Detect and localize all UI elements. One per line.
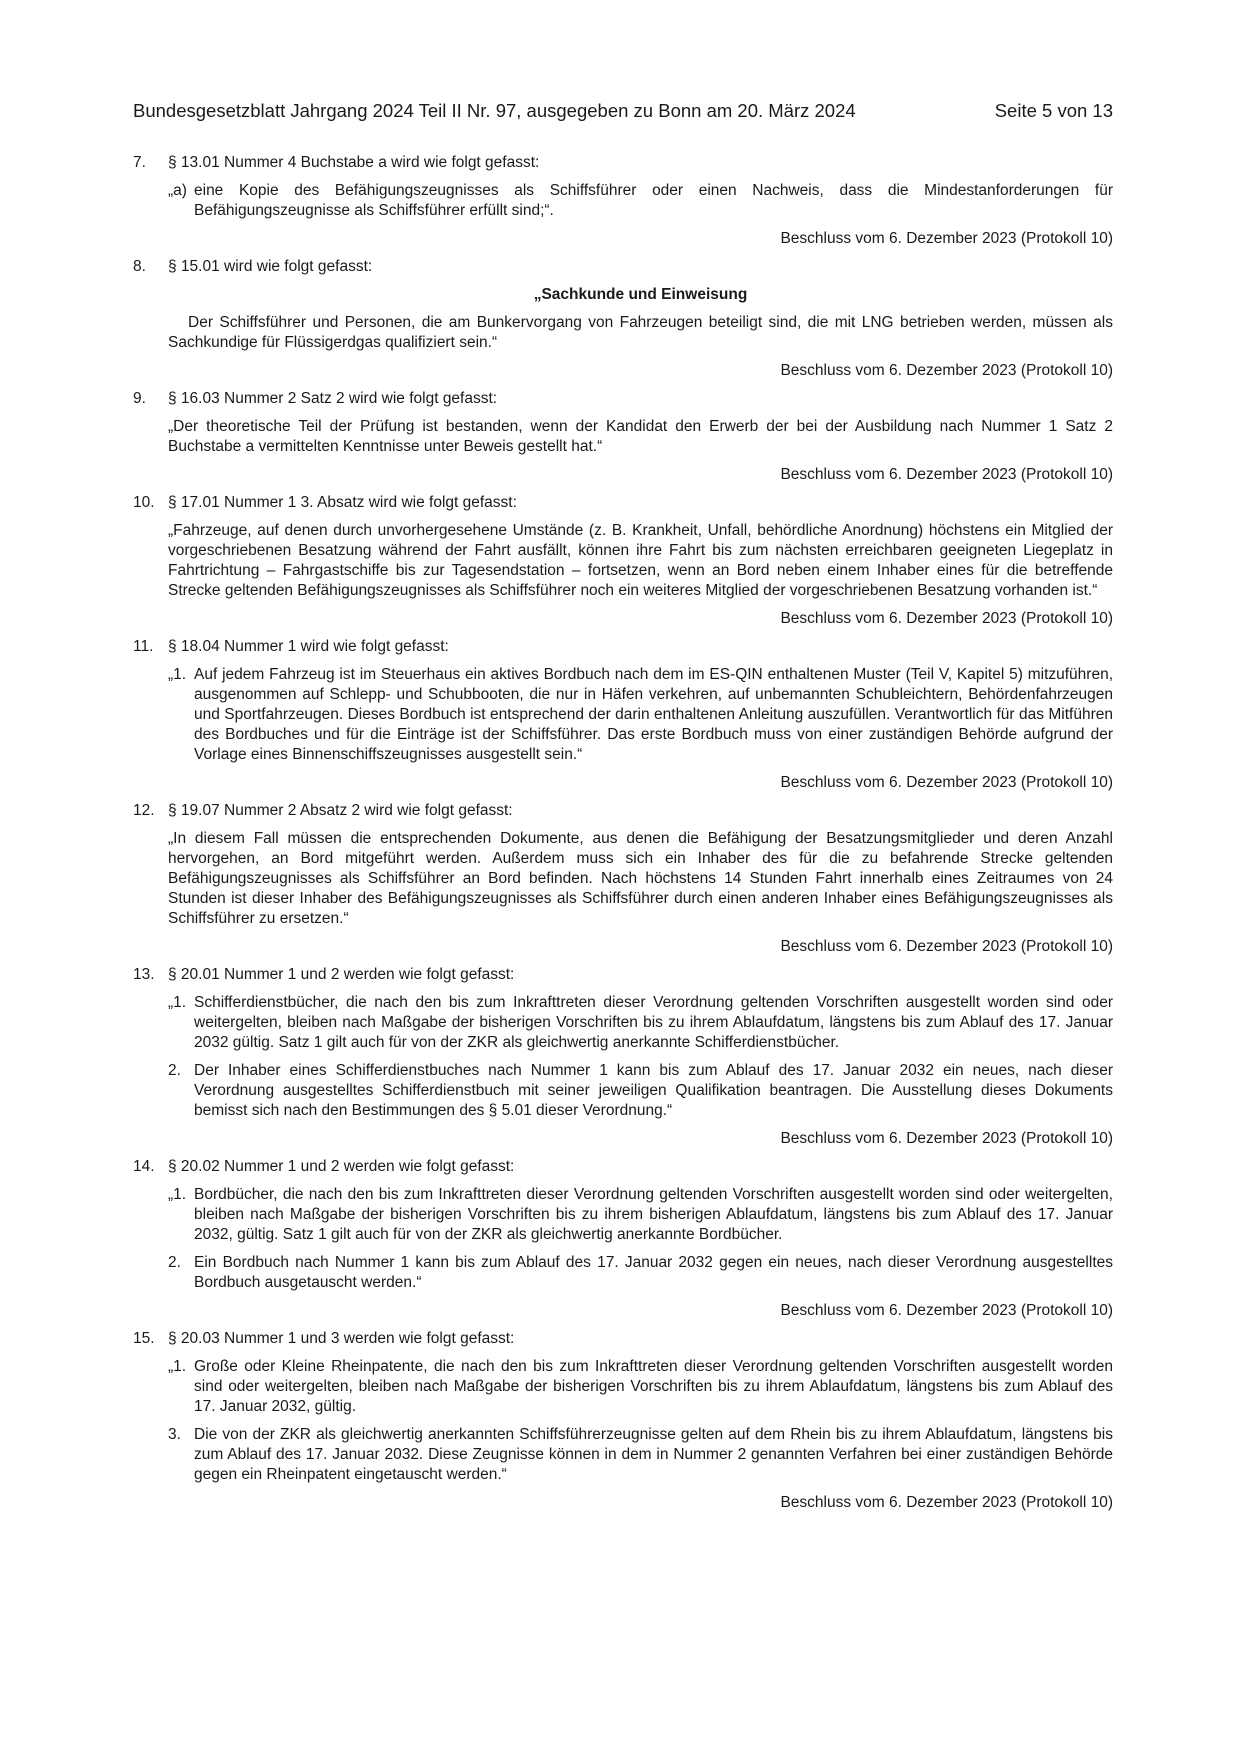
sub-clause-text: Der Inhaber eines Schifferdienstbuches nach Nummer 1 kann bis zum Ablauf des 17. Januar 2032 ein neues, nach dieser Verordnung ausgestelltes Schifferdienstbuch mit seiner jeweiligen Qualifikation beantragen. Die Ausstellung dieses Dokuments bemisst sich nach den Bestimmungen des § 5.01 dieser Verordnung.“ [194,1062,1113,1119]
item-instruction: § 18.04 Nummer 1 wird wie folgt gefasst: [168,638,449,655]
sub-clause-label: „1. [168,1358,187,1375]
item-number: 7. [133,154,146,171]
amended-text: Der Schiffsführer und Personen, die am Bunkervorgang von Fahrzeugen beteiligt sind, die mit LNG betrieben werden, müssen als Sachkundige für Flüssigerdgas qualifiziert sein.“ [168,314,1113,351]
amendment-item [133,493,1113,629]
item-instruction: § 20.03 Nummer 1 und 3 werden wie folgt gefasst: [168,1330,515,1347]
item-heading [133,257,1113,277]
amendment-item [133,389,1113,485]
item-number: 9. [133,390,146,407]
resolution-note: Beschluss vom 6. Dezember 2023 (Protokoll 10) [780,362,1113,379]
item-heading [133,801,1113,821]
resolution-note: Beschluss vom 6. Dezember 2023 (Protokoll 10) [780,466,1113,483]
amendment-item [133,965,1113,1149]
sub-clause [168,993,1113,1053]
sub-clause [168,1061,1113,1121]
resolution-note: Beschluss vom 6. Dezember 2023 (Protokoll 10) [780,610,1113,627]
sub-clause-text: eine Kopie des Befähigungszeugnisses als Schiffsführer oder einen Nachweis, dass die Mindestanforderungen für Befähigungszeugnisse als Schiffsführer erfüllt sind;“. [194,182,1113,219]
item-heading [133,637,1113,657]
item-number: 15. [133,1330,155,1347]
sub-clause-label: 2. [168,1254,181,1271]
item-instruction: § 15.01 wird wie folgt gefasst: [168,258,373,275]
item-heading [133,1157,1113,1177]
amended-text: „Fahrzeuge, auf denen durch unvorhergesehene Umstände (z. B. Krankheit, Unfall, behördliche Anordnung) höchstens ein Mitglied der vorgeschriebenen Besatzung während der Fahrt ausfällt, können ihre Fahrt bis zum nächsten erreichbaren geeigneten Liegeplatz in Fahrtrichtung – Fahrgastschiffe bis zur Tagesendstation – fortsetzen, wenn an Bord neben einem Inhaber eines für die betreffende Strecke geltenden Befähigungszeugnisses als Schiffsführer noch ein weiteres Mitglied der vorgeschriebenen Besatzung vorhanden ist.“ [168,522,1113,599]
resolution-note: Beschluss vom 6. Dezember 2023 (Protokoll 10) [780,1494,1113,1511]
sub-clause-text: Die von der ZKR als gleichwertig anerkannten Schiffsführerzeugnisse gelten auf dem Rhein bis zu ihrem Ablaufdatum, längstens bis zum Ablauf des 17. Januar 2032. Diese Zeugnisse können in dem in Nummer 2 genannten Verfahren bei einer zuständigen Behörde gegen ein Rheinpatent eingetauscht werden.“ [194,1426,1113,1483]
resolution-note: Beschluss vom 6. Dezember 2023 (Protokoll 10) [780,938,1113,955]
page-header [133,99,1113,123]
resolution-note: Beschluss vom 6. Dezember 2023 (Protokoll 10) [780,1302,1113,1319]
amendment-item [133,1329,1113,1513]
sub-clause-text: Große oder Kleine Rheinpatente, die nach den bis zum Inkrafttreten dieser Verordnung geltenden Vorschriften ausgestellt worden sind oder weitergelten, bleiben nach Maßgabe der bisherigen Vorschriften bis zu ihrem Ablaufdatum, längstens bis zum Ablauf des 17. Januar 2032, gültig. [194,1358,1113,1415]
sub-clause-text: Auf jedem Fahrzeug ist im Steuerhaus ein aktives Bordbuch nach dem im ES-QIN enthaltenen Muster (Teil V, Kapitel 5) mitzuführen, ausgenommen auf Schlepp- und Schubbooten, die nur in Häfen verkehren, auf unbemannten Schubleichtern, Behördenfahrzeugen und Sportfahrzeugen. Dieses Bordbuch ist entsprechend der darin enthaltenen Anleitung auszufüllen. Verantwortlich für das Mitführen des Bordbuches und für die Einträge ist der Schiffsführer. Das erste Bordbuch muss von einer zuständigen Behörde aufgrund der Vorlage eines Binnenschiffszeugnisses ausgestellt sein.“ [194,666,1113,763]
sub-clause-label: 3. [168,1426,181,1443]
item-number: 8. [133,258,146,275]
sub-clause-label: 2. [168,1062,181,1079]
sub-clause-label: „1. [168,994,187,1011]
amendment-item [133,801,1113,957]
sub-clause-label: „1. [168,666,187,683]
item-number: 12. [133,802,155,819]
document-body [133,153,1113,1521]
item-instruction: § 13.01 Nummer 4 Buchstabe a wird wie folgt gefasst: [168,154,540,171]
item-number: 13. [133,966,155,983]
sub-clause [168,1357,1113,1417]
item-instruction: § 20.01 Nummer 1 und 2 werden wie folgt gefasst: [168,966,515,983]
amendment-item [133,1157,1113,1321]
amended-text: „In diesem Fall müssen die entsprechenden Dokumente, aus denen die Befähigung der Besatzungsmitglieder und deren Anzahl hervorgehen, an Bord mitgeführt werden. Außerdem muss sich ein Inhaber des für die zu befahrende Strecke geltenden Befähigungszeugnisses als Schiffsführer an Bord befinden. Nach höchstens 14 Stunden Fahrt innerhalb eines Zeitraumes von 24 Stunden ist dieser Inhaber des Befähigungszeugnisses als Schiffsführer durch einen anderen Inhaber eines Befähigungszeugnisses als Schiffsführer zu ersetzen.“ [168,830,1113,927]
sub-clause [168,665,1113,765]
item-heading [133,965,1113,985]
item-heading [133,389,1113,409]
resolution-note: Beschluss vom 6. Dezember 2023 (Protokoll 10) [780,230,1113,247]
sub-clause [168,1425,1113,1485]
sub-clause [168,181,1113,221]
item-instruction: § 20.02 Nummer 1 und 2 werden wie folgt gefasst: [168,1158,515,1175]
sub-clause-label: „a) [168,182,187,199]
amended-text: „Der theoretische Teil der Prüfung ist bestanden, wenn der Kandidat den Erwerb der bei der Ausbildung nach Nummer 1 Satz 2 Buchstabe a vermittelten Kenntnisse unter Beweis gestellt hat.“ [168,418,1113,455]
resolution-note: Beschluss vom 6. Dezember 2023 (Protokoll 10) [780,774,1113,791]
item-heading [133,493,1113,513]
item-instruction: § 16.03 Nummer 2 Satz 2 wird wie folgt gefasst: [168,390,498,407]
page-number: Seite 5 von 13 [994,100,1113,121]
item-heading [133,1329,1113,1349]
amendment-item [133,153,1113,249]
item-number: 10. [133,494,155,511]
sub-clause [168,1253,1113,1293]
amendment-item [133,257,1113,381]
sub-clause [168,1185,1113,1245]
item-heading [133,153,1113,173]
section-heading: „Sachkunde und Einweisung [533,286,748,303]
item-instruction: § 19.07 Nummer 2 Absatz 2 wird wie folgt gefasst: [168,802,513,819]
sub-clause-text: Bordbücher, die nach den bis zum Inkrafttreten dieser Verordnung geltenden Vorschriften ausgestellt worden sind oder weitergelten, bleiben nach Maßgabe der bisherigen Vorschriften bis zu ihrem bisherigen Ablaufdatum, längstens bis zum Ablauf des 17. Januar 2032, gültig. Satz 1 gilt auch für von der ZKR als gleichwertig anerkannte Bordbücher. [194,1186,1113,1243]
item-number: 11. [133,638,154,655]
sub-clause-label: „1. [168,1186,187,1203]
sub-clause-text: Ein Bordbuch nach Nummer 1 kann bis zum Ablauf des 17. Januar 2032 gegen ein neues, nach dieser Verordnung ausgestelltes Bordbuch ausgetauscht werden.“ [194,1254,1113,1291]
amendment-item [133,637,1113,793]
header-title: Bundesgesetzblatt Jahrgang 2024 Teil II Nr. 97, ausgegeben zu Bonn am 20. März 2024 [133,100,856,121]
sub-clause-text: Schifferdienstbücher, die nach den bis zum Inkrafttreten dieser Verordnung geltenden Vorschriften ausgestellt worden sind oder weitergelten, bleiben nach Maßgabe der bisherigen Vorschriften bis zu ihrem Ablaufdatum, längstens bis zum Ablauf des 17. Januar 2032 gültig. Satz 1 gilt auch für von der ZKR als gleichwertig anerkannte Schifferdienstbücher. [194,994,1113,1051]
item-number: 14. [133,1158,155,1175]
resolution-note: Beschluss vom 6. Dezember 2023 (Protokoll 10) [780,1130,1113,1147]
item-instruction: § 17.01 Nummer 1 3. Absatz wird wie folgt gefasst: [168,494,517,511]
